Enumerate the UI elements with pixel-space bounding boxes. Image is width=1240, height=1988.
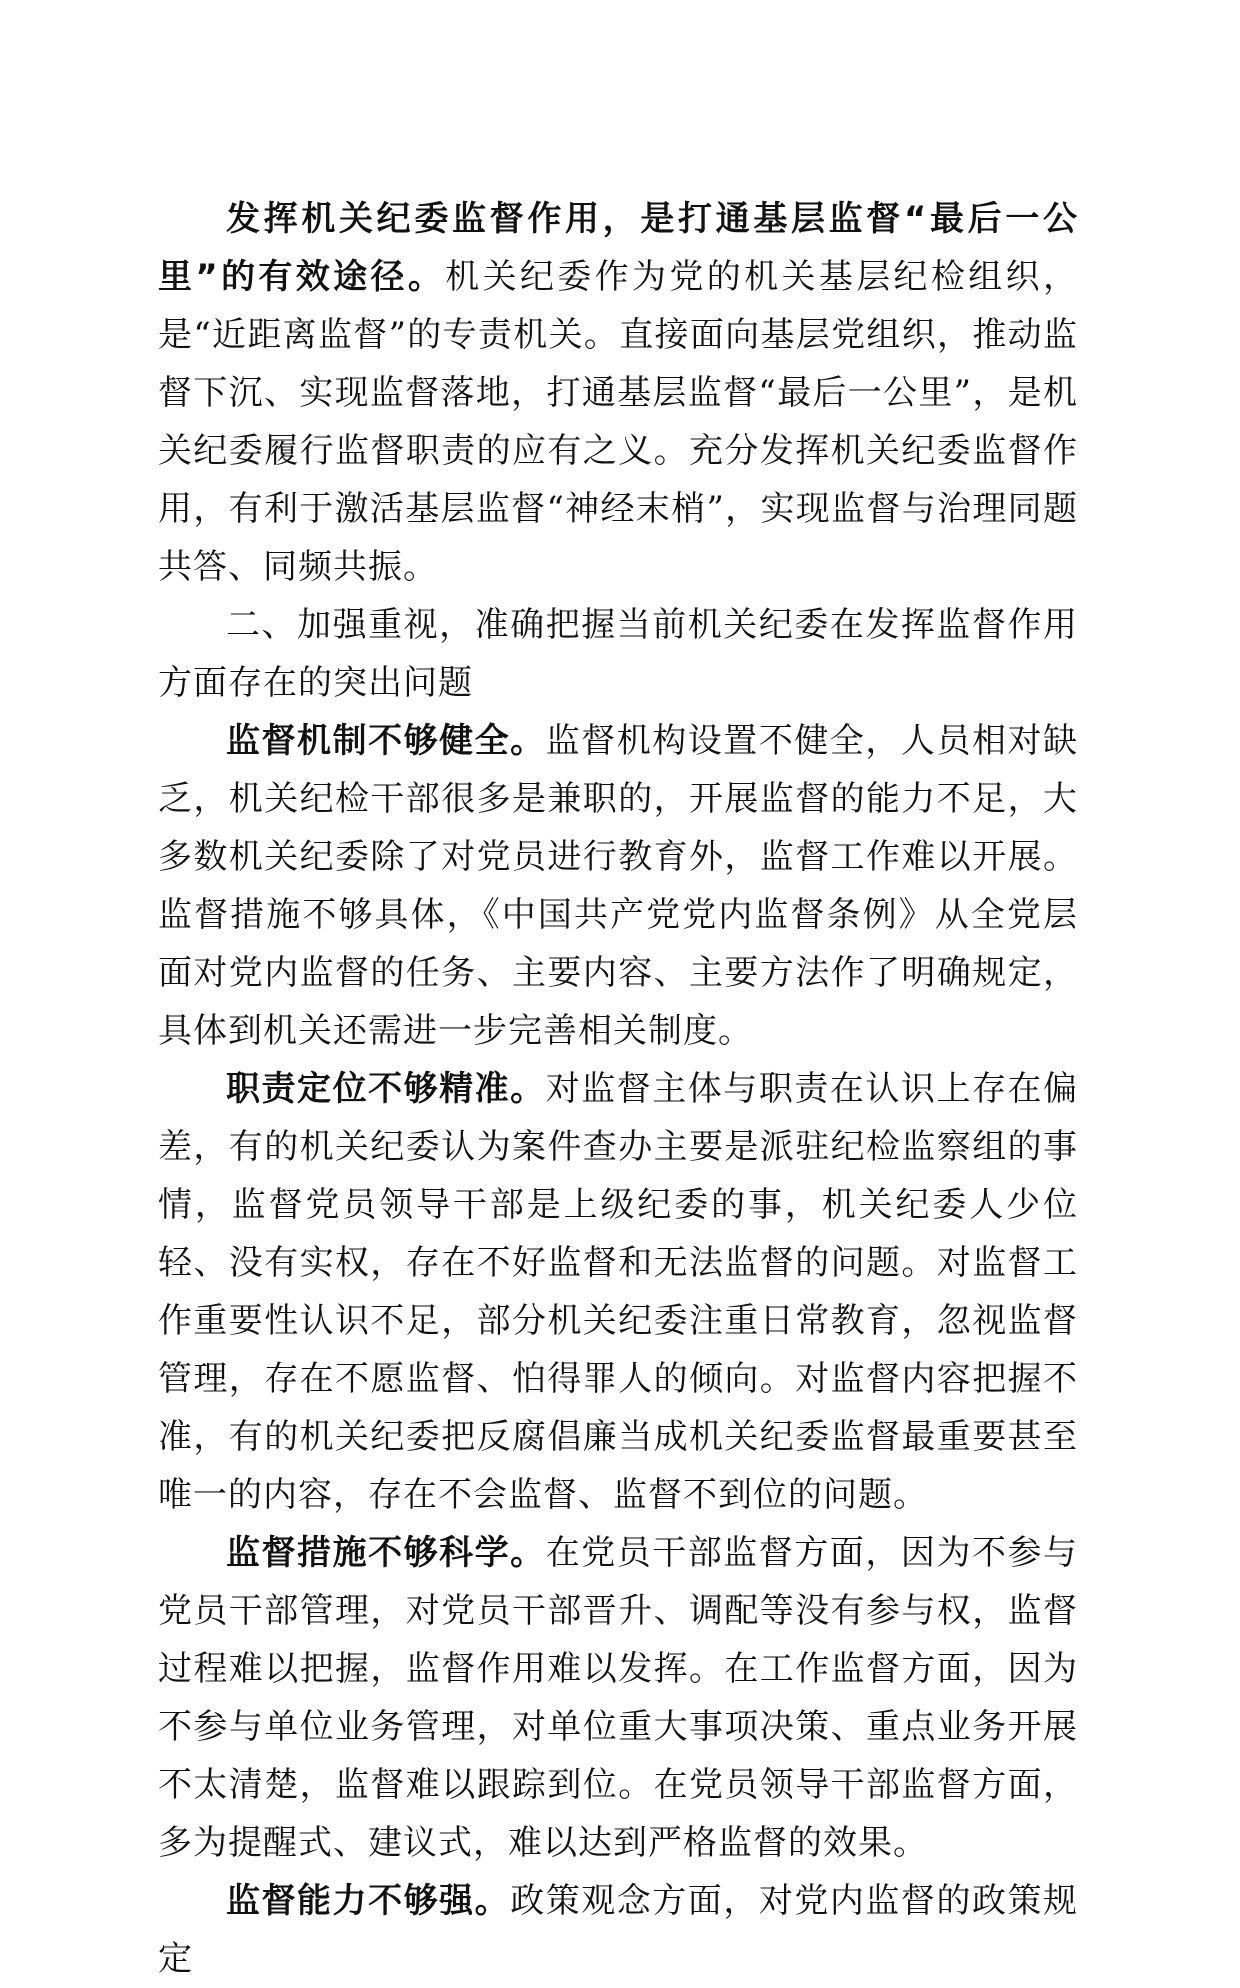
paragraph-4-text: 对监督主体与职责在认识上存在偏差，有的机关纪委认为案件查办主要是派驻纪检监察组的事情，监督党员领导干部是上级纪委的事，机关纪委人少位轻、没有实权，存在不好监督和无法监督的问题。对监督工作重要性认识不足，部分机关纪委注重日常教育，忽视监督管理，存在不愿监督、怕得罪人的倾向。对监督内容把握不准，有的机关纪委把反腐倡廉当成机关纪委监督最重要甚至唯一的内容，存在不会监督、监督不到位的问题。 [158,1069,1079,1515]
paragraph-1-text: 机关纪委作为党的机关基层纪检组织，是“近距离监督”的专责机关。直接面向基层党组织，推动监督下沉、实现监督落地，打通基层监督“最后一公里”，是机关纪委履行监督职责的应有之义。充分发挥机关纪委监督作用，有利于激活基层监督“神经末梢”，实现监督与治理同题共答、同频共振。 [158,257,1078,587]
paragraph-6-lead: 监督能力不够强。 [226,1881,511,1921]
paragraph-1-lead: 发挥机关纪委监督作用，是打通基层监督“最后一公里”的有效途径。 [158,199,1078,297]
document-body [158,190,1078,1988]
paragraph-6 [158,1872,1078,1988]
paragraph-3-lead: 监督机制不够健全。 [226,721,546,761]
paragraph-5-text: 在党员干部监督方面，因为不参与党员干部管理，对党员干部晋升、调配等没有参与权，监督过程难以把握，监督作用难以发挥。在工作监督方面，因为不参与单位业务管理，对单位重大事项决策、重点业务开展不太清楚，监督难以跟踪到位。在党员领导干部监督方面，多为提醒式、建议式，难以达到严格监督的效果。 [158,1533,1079,1863]
paragraph-5-lead: 监督措施不够科学。 [226,1533,546,1573]
paragraph-3 [158,712,1078,1060]
paragraph-6-text: 政策观念方面，对党内监督的政策规定 [158,1881,1079,1979]
paragraph-4 [158,1060,1078,1524]
paragraph-3-text: 监督机构设置不健全，人员相对缺乏，机关纪检干部很多是兼职的，开展监督的能力不足，大多数机关纪委除了对党员进行教育外，监督工作难以开展。监督措施不够具体，《中国共产党党内监督条例》从全党层面对党内监督的任务、主要内容、主要方法作了明确规定，具体到机关还需进一步完善相关制度。 [158,721,1079,1051]
paragraph-1 [158,190,1078,596]
paragraph-4-lead: 职责定位不够精准。 [226,1069,546,1109]
paragraph-5 [158,1524,1078,1872]
section-heading-2: 二、加强重视，准确把握当前机关纪委在发挥监督作用方面存在的突出问题 [158,605,1078,703]
